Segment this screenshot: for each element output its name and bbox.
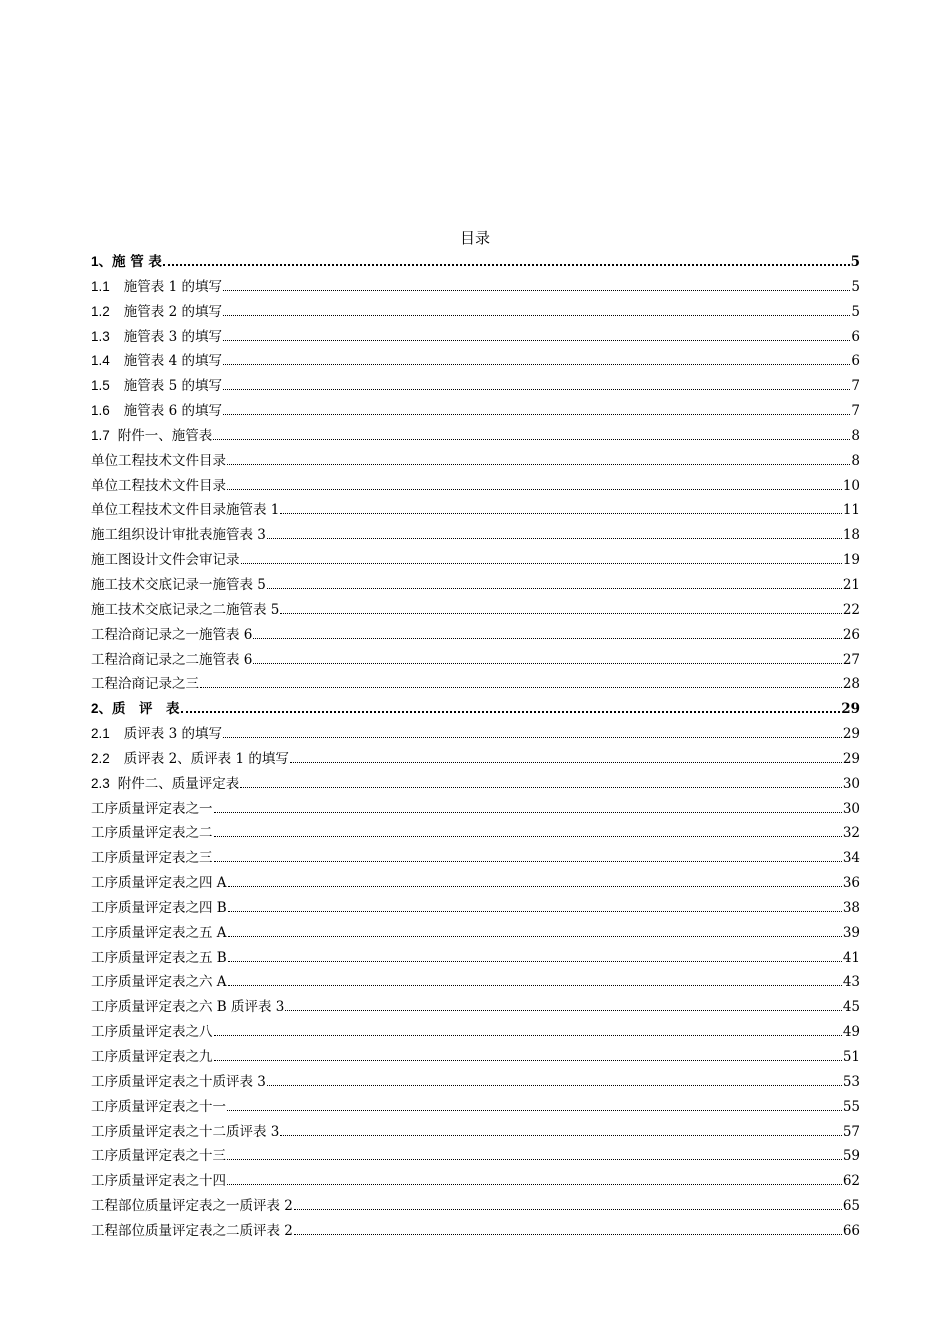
toc-entry[interactable]	[91, 774, 860, 799]
toc-dot-leader	[227, 1110, 842, 1111]
toc-entry-title: 工序质量评定表之九	[91, 1049, 213, 1065]
toc-entry-page-number: 32	[842, 825, 860, 842]
toc-dot-leader	[227, 1184, 842, 1185]
toc-entry-title: 工序质量评定表之六 A	[91, 974, 227, 991]
toc-entry[interactable]	[91, 1122, 860, 1147]
toc-entry[interactable]	[91, 575, 860, 600]
toc-entry-title: 工序质量评定表之五 A	[91, 924, 227, 941]
toc-entry-page-number: 26	[842, 626, 860, 643]
toc-entry[interactable]	[91, 873, 860, 898]
toc-entry[interactable]	[91, 625, 860, 650]
toc-entry-title: 施管表 1 的填写	[123, 278, 222, 295]
toc-entry-title: 质评表 2、质评表 1 的填写	[123, 750, 289, 767]
toc-entry[interactable]	[91, 1047, 860, 1072]
toc-entry[interactable]	[91, 972, 860, 997]
toc-entry-title: 工序质量评定表之二	[91, 825, 213, 842]
toc-entry-title: 施管表 2 的填写	[123, 303, 222, 320]
toc-dot-leader	[227, 489, 842, 490]
toc-entry[interactable]	[91, 401, 860, 426]
toc-entry-page-number: 6	[851, 353, 860, 370]
toc-dot-leader	[280, 1135, 841, 1136]
toc-entry-title: 单位工程技术文件目录施管表 1	[91, 502, 280, 519]
toc-entry-title: 施管表 5 的填写	[123, 378, 222, 395]
toc-entry[interactable]	[91, 997, 860, 1022]
toc-entry-title: 工程洽商记录之二施管表 6	[91, 651, 253, 668]
toc-entry[interactable]	[91, 525, 860, 550]
toc-dot-leader	[214, 812, 842, 813]
toc-entry[interactable]	[91, 426, 860, 451]
toc-entry[interactable]	[91, 351, 860, 376]
toc-entry-page-number: 29	[841, 701, 860, 718]
toc-entry-title: 工序质量评定表之六 B 质评表 3	[91, 999, 285, 1016]
toc-entry-title: 施工图设计文件会审记录	[91, 552, 240, 569]
toc-entry-title: 质 评 表	[112, 701, 180, 718]
toc-entry-page-number: 36	[842, 875, 860, 892]
toc-entry-page-number: 18	[842, 527, 860, 544]
toc-entry-page-number: 28	[842, 676, 860, 693]
toc-entry[interactable]	[91, 699, 860, 724]
toc-entry-page-number: 5	[850, 254, 860, 270]
toc-entry-title: 工序质量评定表之十质评表 3	[91, 1073, 266, 1090]
toc-dot-leader	[227, 464, 850, 465]
toc-entry-title: 工程洽商记录之三	[91, 676, 199, 693]
toc-entry[interactable]	[91, 948, 860, 973]
toc-dot-leader	[228, 886, 842, 887]
toc-dot-leader	[267, 538, 842, 539]
toc-entry-number: 1.1	[91, 278, 110, 294]
toc-entry-page-number: 55	[842, 1098, 860, 1115]
toc-entry[interactable]	[91, 327, 860, 352]
toc-entry[interactable]	[91, 376, 860, 401]
toc-entry[interactable]	[91, 277, 860, 302]
toc-entry[interactable]	[91, 799, 860, 824]
toc-entry-number: 1.7	[91, 427, 110, 443]
toc-entry-page-number: 10	[842, 477, 860, 494]
toc-dot-leader	[214, 1035, 842, 1036]
toc-entry-page-number: 27	[842, 651, 860, 668]
toc-entry-page-number: 22	[842, 601, 860, 618]
toc-entry[interactable]	[91, 600, 860, 625]
toc-entry-page-number: 62	[842, 1173, 860, 1190]
toc-entry[interactable]	[91, 724, 860, 749]
toc-entry[interactable]	[91, 1221, 860, 1246]
toc-dot-leader	[280, 613, 841, 614]
toc-dot-leader	[240, 787, 842, 788]
toc-entry-title: 工序质量评定表之十二质评表 3	[91, 1123, 280, 1140]
toc-dot-leader	[228, 985, 842, 986]
toc-entry-page-number: 38	[842, 899, 860, 916]
toc-entry-page-number: 6	[851, 328, 860, 345]
toc-entry-page-number: 30	[842, 800, 860, 817]
toc-dot-leader	[223, 414, 850, 415]
toc-entry[interactable]	[91, 749, 860, 774]
toc-entry-page-number: 30	[842, 775, 860, 792]
toc-entry-title: 施工技术交底记录之二施管表 5	[91, 601, 280, 618]
toc-dot-leader	[223, 340, 850, 341]
toc-entry-page-number: 5	[851, 278, 860, 295]
toc-entry-page-number: 65	[842, 1198, 860, 1215]
toc-entry-number: 2.1	[91, 726, 110, 742]
toc-entry-page-number: 45	[842, 999, 860, 1016]
toc-entry-page-number: 57	[842, 1123, 860, 1140]
toc-entry-page-number: 34	[842, 850, 860, 867]
toc-entry-title: 工序质量评定表之三	[91, 850, 213, 867]
toc-dot-leader	[241, 563, 842, 564]
toc-dot-leader	[253, 663, 841, 664]
toc-dot-leader	[285, 1010, 841, 1011]
toc-entry[interactable]	[91, 1171, 860, 1196]
toc-entry-title: 工序质量评定表之一	[91, 800, 213, 817]
toc-dot-leader	[294, 1209, 842, 1210]
toc-dot-leader	[228, 936, 842, 937]
toc-dot-leader	[228, 961, 842, 962]
toc-entry-page-number: 7	[851, 378, 860, 395]
toc-dot-leader	[267, 588, 842, 589]
toc-entry-title: 工序质量评定表之四 A	[91, 875, 227, 892]
toc-entry-page-number: 11	[842, 502, 860, 519]
toc-dot-leader	[280, 513, 841, 514]
toc-entry[interactable]	[91, 252, 860, 277]
toc-entry-page-number: 43	[842, 974, 860, 991]
toc-entry-number: 1.3	[91, 328, 110, 344]
toc-entry-page-number: 29	[842, 750, 860, 767]
toc-entry[interactable]	[91, 1146, 860, 1171]
toc-dot-leader	[223, 315, 850, 316]
toc-entry[interactable]	[91, 650, 860, 675]
toc-title: 目录	[459, 229, 490, 247]
toc-entry-title: 施管表 6 的填写	[123, 403, 222, 420]
toc-dot-leader	[200, 687, 842, 688]
toc-entry-title: 施工组织设计审批表施管表 3	[91, 527, 266, 544]
toc-entry[interactable]	[91, 1097, 860, 1122]
toc-dot-leader	[214, 1060, 842, 1061]
toc-dot-leader	[163, 264, 850, 266]
toc-entry-title: 工序质量评定表之五 B	[91, 949, 227, 966]
toc-entry-title: 单位工程技术文件目录	[91, 477, 226, 494]
toc-dot-leader	[290, 762, 842, 763]
toc-entry-page-number: 53	[842, 1073, 860, 1090]
toc-entry-title: 施工技术交底记录一施管表 5	[91, 576, 266, 593]
toc-entry-page-number: 29	[842, 726, 860, 743]
toc-entry-page-number: 49	[842, 1024, 860, 1041]
toc-entry-title: 施管表 4 的填写	[123, 353, 222, 370]
toc-entry-page-number: 8	[851, 427, 860, 444]
toc-entry-page-number: 19	[842, 552, 860, 569]
toc-entry-page-number: 7	[851, 403, 860, 420]
toc-entry-title: 工程部位质量评定表之二质评表 2	[91, 1222, 293, 1239]
toc-entry-title: 附件一、施管表	[117, 427, 213, 444]
toc-entry-title: 工序质量评定表之十三	[91, 1148, 226, 1165]
toc-entry-title: 工序质量评定表之八	[91, 1024, 213, 1041]
toc-entry-page-number: 8	[851, 452, 860, 469]
toc-dot-leader	[223, 364, 850, 365]
toc-entry-number: 1、	[91, 254, 113, 269]
toc-entry[interactable]	[91, 823, 860, 848]
toc-entry-title: 质评表 3 的填写	[123, 726, 222, 743]
toc-entry-title: 工程部位质量评定表之一质评表 2	[91, 1198, 293, 1215]
toc-entry[interactable]	[91, 898, 860, 923]
toc-entry-number: 2.2	[91, 750, 110, 766]
toc-entry-title: 施 管 表	[112, 254, 162, 270]
toc-entry[interactable]	[91, 848, 860, 873]
toc-entry-title: 施管表 3 的填写	[123, 328, 222, 345]
toc-entry-number: 2.3	[91, 775, 110, 791]
toc-entry-page-number: 51	[842, 1049, 860, 1065]
toc-entry[interactable]	[91, 500, 860, 525]
toc-entry[interactable]	[91, 476, 860, 501]
toc-dot-leader	[227, 1159, 842, 1160]
toc-entry-number: 1.4	[91, 353, 110, 369]
toc-dot-leader	[223, 389, 850, 390]
toc-dot-leader	[294, 1234, 842, 1235]
toc-entry-number: 1.2	[91, 303, 110, 319]
toc-dot-leader	[253, 638, 841, 639]
toc-dot-leader	[214, 836, 842, 837]
toc-dot-leader	[223, 737, 842, 738]
toc-entry-title: 工程洽商记录之一施管表 6	[91, 626, 253, 643]
toc-entry-number: 1.6	[91, 403, 110, 419]
toc-dot-leader	[228, 911, 842, 912]
toc-list	[91, 252, 860, 1246]
toc-entry-page-number: 41	[842, 949, 860, 966]
toc-entry[interactable]	[91, 674, 860, 699]
toc-dot-leader	[223, 290, 850, 291]
toc-dot-leader	[267, 1085, 842, 1086]
toc-entry-page-number: 21	[842, 576, 860, 593]
toc-dot-leader	[214, 861, 842, 862]
toc-entry-title: 工序质量评定表之十一	[91, 1098, 226, 1115]
toc-entry-number: 1.5	[91, 378, 110, 394]
toc-dot-leader	[181, 711, 841, 713]
toc-entry[interactable]	[91, 1196, 860, 1221]
toc-entry-title: 工序质量评定表之四 B	[91, 899, 227, 916]
toc-entry-title: 附件二、质量评定表	[117, 775, 240, 792]
toc-entry-page-number: 5	[851, 303, 860, 320]
toc-entry[interactable]	[91, 302, 860, 327]
toc-entry[interactable]	[91, 1022, 860, 1047]
toc-entry[interactable]	[91, 550, 860, 575]
toc-entry[interactable]	[91, 451, 860, 476]
toc-entry[interactable]	[91, 1072, 860, 1097]
toc-entry-page-number: 66	[842, 1222, 860, 1239]
toc-entry-page-number: 39	[842, 924, 860, 941]
toc-entry-title: 单位工程技术文件目录	[91, 452, 226, 469]
toc-entry-title: 工序质量评定表之十四	[91, 1173, 226, 1190]
toc-entry[interactable]	[91, 923, 860, 948]
toc-entry-page-number: 59	[842, 1148, 860, 1165]
toc-entry-number: 2、	[91, 701, 113, 717]
toc-dot-leader	[213, 439, 850, 440]
